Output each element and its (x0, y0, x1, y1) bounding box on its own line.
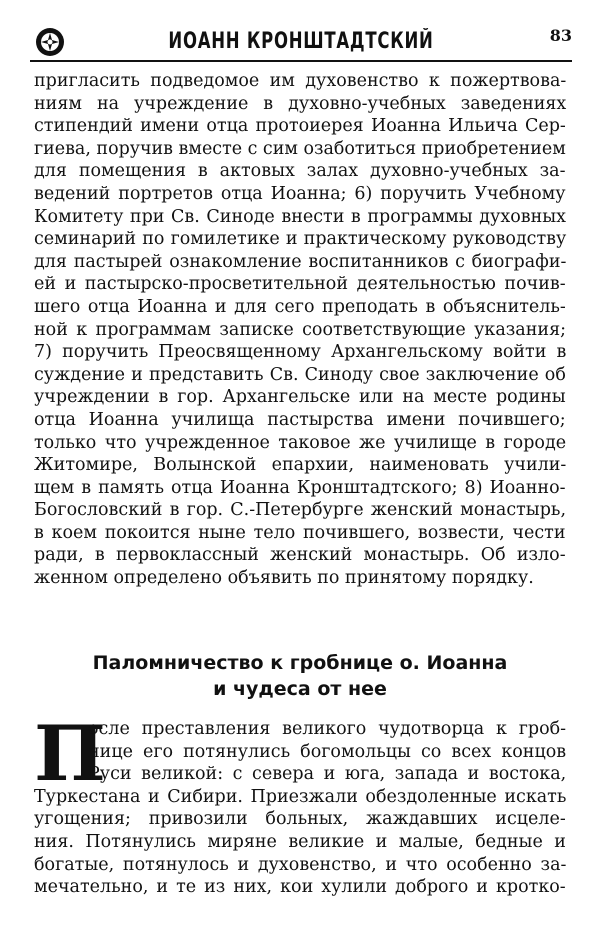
section-heading (34, 650, 566, 702)
paragraph-1 (34, 70, 566, 590)
text-line: для пастырей ознакомление воспитанников с биографи- (34, 251, 567, 272)
text-line: учреждении в гор. Архангельске или на месте родины (34, 387, 566, 408)
text-line: нице его потянулись богомольцы со всех концов (88, 741, 567, 762)
text-line: ниям на учреждение в духовно-учебных заведениях (34, 93, 567, 114)
text-line: мечательно, и те из них, кои хулили доброго и кротко- (34, 877, 566, 898)
running-title: ИОАНН КРОНШТАДТСКИЙ (168, 29, 434, 54)
text-line: пригласить подведомое им духовенство к пожертвова- (34, 71, 567, 91)
page-header (30, 22, 572, 62)
text-line: богатые, потянулось и духовенство, и что особенно за- (34, 854, 567, 875)
text-line: щем в память отца Иоанна Кронштадтского; 8) Иоанно- (34, 477, 566, 498)
text-line: угощения; привозили больных, жаждавших исцеле- (34, 809, 566, 830)
text-line: Туркестана и Сибири. Приезжали обездоленные искать (34, 786, 567, 807)
text-line: только что учрежденное таковое же училище в городе (34, 432, 567, 453)
text-line: гиева, поручив вместе с сим озаботиться приобретением (34, 138, 566, 159)
text-line: отца Иоанна училища пастырства имени почившего; (34, 409, 566, 430)
text-line: Богословский в гор. С.-Петербурге женский монастырь, (34, 500, 567, 521)
paragraph-2 (34, 709, 567, 899)
text-line: Комитету при Св. Синоде внести в программы духовных (34, 206, 567, 227)
text-line: ведений портретов отца Иоанна; 6) поручить Учебному (34, 183, 566, 204)
text-line: ной к программам записке соответствующие указания; (34, 319, 567, 340)
text-line: ния. Потянулись миряне великие и малые, бедные и (34, 831, 566, 852)
text-line: Руси великой: с севера и юга, запада и востока, (88, 764, 567, 785)
text-line: женном определено объявить по принятому порядку. (34, 568, 534, 589)
drop-cap: П (34, 709, 106, 798)
section-heading-line-2: и чудеса от нее (213, 678, 387, 700)
header-rule (30, 60, 572, 62)
ornament-icon (34, 26, 66, 58)
text-line: для помещения в актовых залах духовно-учебных за- (34, 161, 566, 182)
text-line: ради, в первоклассный женский монастырь. Об изло- (34, 545, 566, 566)
text-line: шего отца Иоанна и для сего преподать в объяснитель- (34, 296, 566, 317)
text-line: осле преставления великого чудотворца к гроб- (88, 719, 567, 739)
text-line: суждение и представить Св. Синоду свое заключение об (34, 364, 566, 385)
text-line: семинарий по гомилетике и практическому руководству (34, 229, 567, 250)
text-line: в коем покоится ныне тело почившего, возвести, чести (34, 522, 566, 543)
section-heading-line-1: Паломничество к гробнице о. Иоанна (92, 652, 508, 674)
text-line: ей и пастырско-просветительной деятельностью почив- (34, 274, 566, 295)
text-line: стипендий имени отца протоиерея Иоанна Ильича Сер- (34, 116, 566, 137)
text-line: Житомире, Волынской епархии, наименовать учили- (34, 455, 567, 476)
text-line: 7) поручить Преосвященному Архангельскому войти в (34, 342, 567, 363)
page-number: 83 (549, 26, 572, 45)
